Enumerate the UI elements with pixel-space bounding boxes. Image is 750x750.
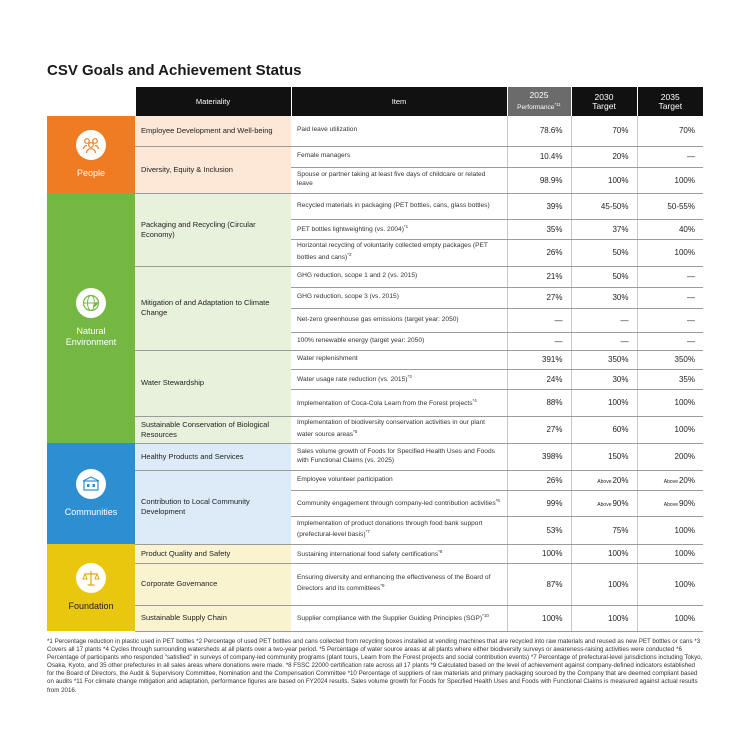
value-2035: 40% [637, 219, 703, 239]
table-row [47, 193, 703, 219]
item-volunteer-participation: Employee volunteer participation [291, 470, 507, 490]
table-row [47, 266, 703, 287]
header-2030-target: Target [592, 100, 616, 111]
value-text: 20% [678, 475, 695, 485]
header-item: Item [291, 87, 507, 116]
value-2025: 398% [507, 443, 571, 470]
materiality-product-quality: Product Quality and Safety [135, 544, 291, 563]
table-row [47, 146, 703, 167]
value-2030: 60% [571, 416, 637, 443]
table-row [47, 350, 703, 369]
value-2025: — [507, 332, 571, 350]
value-2025: 100% [507, 544, 571, 563]
value-2035: — [637, 308, 703, 332]
value-2030 [571, 490, 637, 516]
item-text: Implementation of biodiversity conservation activities in our plant water source areas [297, 419, 486, 439]
footnote-ref: *2 [347, 251, 352, 257]
item-biodiversity [291, 416, 507, 443]
footnote-ref: *4 [472, 397, 477, 403]
value-2030: 350% [571, 350, 637, 369]
value-text: 20% [612, 475, 629, 485]
footnote-ref: *8 [438, 548, 443, 554]
item-community-engagement [291, 490, 507, 516]
value-2030: 100% [571, 544, 637, 563]
materiality-packaging: Packaging and Recycling (Circular Economy) [135, 193, 291, 266]
value-2035: 350% [637, 350, 703, 369]
value-2030: 150% [571, 443, 637, 470]
value-2030: 30% [571, 369, 637, 389]
item-text: Horizontal recycling of voluntarily collected empty packages (PET bottles and cans) [297, 242, 488, 262]
category-people-label: People [76, 168, 106, 178]
above-label: Above [597, 478, 612, 485]
value-2025: 24% [507, 369, 571, 389]
value-2025: 26% [507, 239, 571, 266]
value-2025: 27% [507, 287, 571, 308]
category-people [47, 116, 135, 193]
value-2035 [637, 490, 703, 516]
value-2025: 39% [507, 193, 571, 219]
materiality-employee-development: Employee Development and Well-being [135, 116, 291, 146]
header-blank [47, 87, 135, 116]
item-board-diversity [291, 563, 507, 605]
footnote-ref: *5 [353, 428, 358, 434]
value-2035: 100% [637, 416, 703, 443]
value-2035: 100% [637, 544, 703, 563]
table-row [47, 470, 703, 490]
item-horizontal-recycling [291, 239, 507, 266]
item-text: Implementation of product donations through food bank support (prefectural-level basis) [297, 519, 483, 539]
value-2030 [571, 470, 637, 490]
item-net-zero: Net-zero greenhouse gas emissions (target year: 2050) [291, 308, 507, 332]
category-foundation [47, 544, 135, 631]
materiality-supply-chain: Sustainable Supply Chain [135, 605, 291, 631]
value-2030: — [571, 308, 637, 332]
value-text: 90% [678, 498, 695, 508]
item-sales-volume-growth: Sales volume growth of Foods for Specified Health Uses and Foods with Functional Claims (vs. 2025) [291, 443, 507, 470]
community-icon [76, 469, 106, 499]
item-text: Community engagement through company-led contribution activities [297, 500, 496, 508]
table-header [47, 87, 703, 116]
table-row [47, 544, 703, 563]
header-performance-note: *11 [554, 101, 561, 107]
table-row [47, 416, 703, 443]
materiality-local-community: Contribution to Local Community Development [135, 470, 291, 544]
value-2030: 100% [571, 167, 637, 193]
value-2030: 20% [571, 146, 637, 167]
category-environment [47, 193, 135, 443]
category-environment-label-1: Natural [76, 326, 106, 336]
value-2025: 87% [507, 563, 571, 605]
value-2035: 100% [637, 239, 703, 266]
value-2030: 30% [571, 287, 637, 308]
footnote-ref: *10 [482, 613, 489, 619]
category-environment-label-2: Environment [65, 337, 117, 347]
value-2025: 88% [507, 389, 571, 416]
value-2030: 37% [571, 219, 637, 239]
value-2025: 98.9% [507, 167, 571, 193]
item-pet-lightweighting [291, 219, 507, 239]
materiality-biological-resources: Sustainable Conservation of Biological Resources [135, 416, 291, 443]
value-2025: 27% [507, 416, 571, 443]
value-2030: 100% [571, 563, 637, 605]
value-2025: 391% [507, 350, 571, 369]
csv-goals-table [47, 87, 703, 632]
item-text: Supplier compliance with the Supplier Guiding Principles (SGP) [297, 615, 483, 623]
header-2035-year: 2035 [660, 91, 680, 102]
globe-leaf-icon [76, 288, 106, 318]
item-recycled-materials: Recycled materials in packaging (PET bottles, cans, glass bottles) [291, 193, 507, 219]
page-title: CSV Goals and Achievement Status [47, 62, 302, 79]
item-ghg-scope12: GHG reduction, scope 1 and 2 (vs. 2015) [291, 266, 507, 287]
item-childcare-leave: Spouse or partner taking at least five days of childcare or related leave [291, 167, 507, 193]
item-renewable-energy: 100% renewable energy (target year: 2050) [291, 332, 507, 350]
item-food-safety [291, 544, 507, 563]
value-2035: 100% [637, 167, 703, 193]
item-text: PET bottles lightweighting (vs. 2004) [297, 226, 404, 234]
footnote-ref: *6 [495, 498, 500, 504]
value-2035: 35% [637, 369, 703, 389]
header-2030-year: 2030 [594, 91, 614, 102]
value-2025: 100% [507, 605, 571, 631]
value-2030: 50% [571, 239, 637, 266]
value-2025: — [507, 308, 571, 332]
value-2030: 100% [571, 389, 637, 416]
item-supplier-compliance [291, 605, 507, 631]
header-2035-target: Target [658, 100, 683, 111]
item-water-replenishment: Water replenishment [291, 350, 507, 369]
table-row [47, 443, 703, 470]
value-2035: — [637, 287, 703, 308]
value-2035: 100% [637, 605, 703, 631]
value-text: 90% [612, 498, 629, 508]
value-2035: — [637, 332, 703, 350]
above-label: Above [663, 501, 678, 508]
header-performance: Performance [517, 104, 555, 112]
item-text: Water usage rate reduction (vs. 2015) [297, 376, 408, 384]
header-2025 [507, 87, 571, 116]
value-2030: — [571, 332, 637, 350]
value-2030: 100% [571, 605, 637, 631]
value-2025: 26% [507, 470, 571, 490]
materiality-water: Water Stewardship [135, 350, 291, 416]
item-paid-leave: Paid leave utilization [291, 116, 507, 146]
materiality-climate-change: Mitigation of and Adaptation to Climate Change [135, 266, 291, 350]
table-row [47, 563, 703, 605]
people-icon [76, 130, 106, 160]
value-2025: 99% [507, 490, 571, 516]
value-2035: — [637, 266, 703, 287]
value-2025: 53% [507, 516, 571, 544]
value-2035: 200% [637, 443, 703, 470]
footnote-ref: *7 [365, 529, 370, 535]
table-row [47, 605, 703, 631]
value-2025: 78.6% [507, 116, 571, 146]
value-2030: 50% [571, 266, 637, 287]
value-2035: 100% [637, 516, 703, 544]
value-2035: 50-55% [637, 193, 703, 219]
header-2035 [637, 87, 703, 116]
footnote-ref: *3 [407, 374, 412, 380]
above-label: Above [597, 501, 612, 508]
materiality-dei: Diversity, Equity & Inclusion [135, 146, 291, 193]
footnote-ref: *9 [380, 583, 385, 589]
value-2035: 100% [637, 389, 703, 416]
materiality-corporate-governance: Corporate Governance [135, 563, 291, 605]
item-water-usage [291, 369, 507, 389]
header-2025-year: 2025 [529, 89, 549, 100]
value-2035 [637, 470, 703, 490]
value-2025: 35% [507, 219, 571, 239]
value-2025: 21% [507, 266, 571, 287]
value-2025: 10.4% [507, 146, 571, 167]
item-female-managers: Female managers [291, 146, 507, 167]
footnote-ref: *1 [403, 224, 409, 230]
header-2030 [571, 87, 637, 116]
item-ghg-scope3: GHG reduction, scope 3 (vs. 2015) [291, 287, 507, 308]
value-2030: 75% [571, 516, 637, 544]
value-2035: 100% [637, 563, 703, 605]
category-foundation-label: Foundation [68, 601, 114, 611]
materiality-healthy-products: Healthy Products and Services [135, 443, 291, 470]
scales-icon [76, 563, 106, 593]
header-materiality: Materiality [135, 87, 291, 116]
above-label: Above [663, 478, 678, 485]
item-text: Ensuring diversity and enhancing the effectiveness of the Board of Directors and its committees [297, 573, 491, 593]
table-row [47, 116, 703, 146]
category-communities-label: Communities [64, 507, 118, 517]
footnotes: *1 Percentage reduction in plastic used in PET bottles *2 Percentage of used PET bottles and cans collected from recycling boxes installed at vending machines that are recycled into raw materials and reused as new PET bottles or cans *3 Covers all 17 plants *4 Cycles through surrounding watersheds at all plants over a two-year period. *5 Percentage of water source areas at all plants where either biodiversity surveys or awareness-raising activities were conducted *6 Percentage of participants who responded "satisfied" in surveys of company-led community programs (plant tours, Learn from the Forest projects and social contribution events) *7 Percentage of prefectural-level jurisdictions including Tokyo, Osaka, Kyoto, and 35 other prefectures in all sales areas where donations were made. *8 FSSC 22000 certification rate across all 17 plants *9 Calculated based on the level of achievement against company-defined indicators established for the Board of Directors, the Audit & Supervisory Committee, Nomination and the Compensation Committee *10 Percentage of suppliers of raw materials and primary packaging sourced by the Company that are deemed compliant based on audits *11 For climate change mitigation and adaptation, performance figures are based on FY2024 results. Sales volume growth for Foods for Specified Health Uses and Foods with Functional Claims is measured against actual results from 2016. [47, 638, 703, 694]
item-text: Sustaining international food safety certifications [297, 550, 439, 558]
item-product-donations [291, 516, 507, 544]
value-2035: — [637, 146, 703, 167]
item-text: Implementation of Coca-Cola Learn from the Forest projects [297, 399, 473, 407]
value-2035: 70% [637, 116, 703, 146]
item-learn-from-forest [291, 389, 507, 416]
value-2030: 70% [571, 116, 637, 146]
category-communities [47, 443, 135, 544]
value-2030: 45-50% [571, 193, 637, 219]
